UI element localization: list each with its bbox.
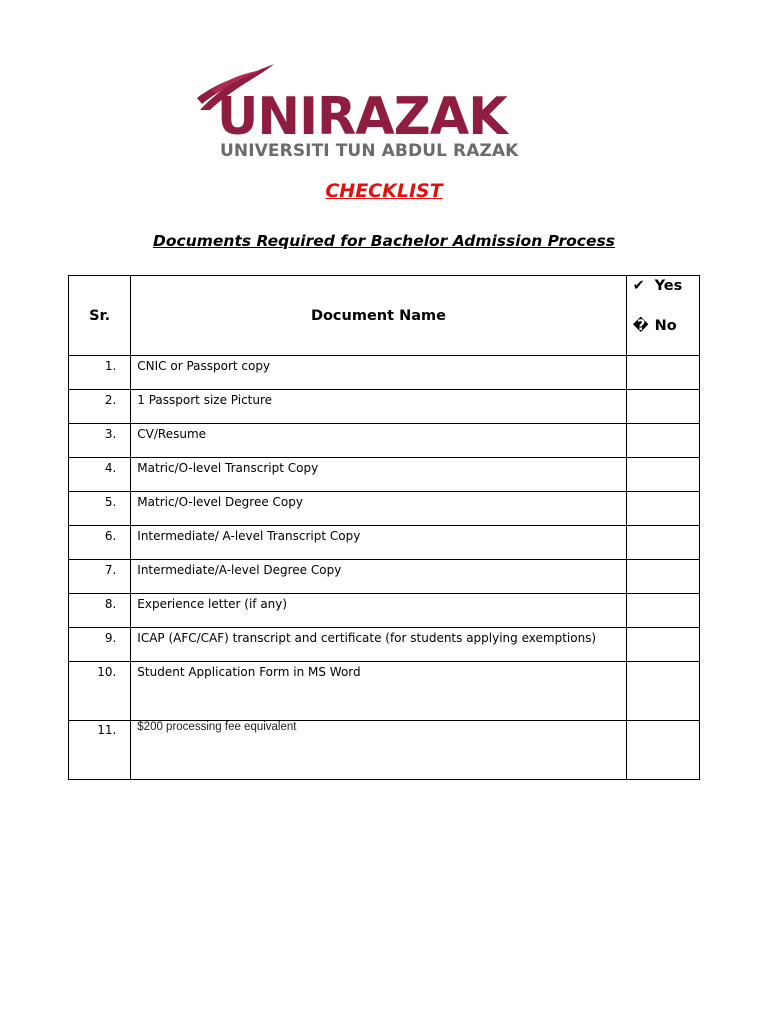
no-label: No	[654, 318, 677, 334]
unirazak-logo	[190, 60, 590, 164]
document-name: Intermediate/ A-level Transcript Copy	[131, 526, 626, 560]
table-row	[69, 356, 700, 390]
header-sr: Sr.	[69, 276, 131, 356]
row-number: 2.	[69, 390, 131, 424]
table-header-row	[69, 276, 700, 356]
document-name: CV/Resume	[131, 424, 626, 458]
row-number: 4.	[69, 458, 131, 492]
table-row	[69, 424, 700, 458]
document-name: Matric/O-level Degree Copy	[131, 492, 626, 526]
check-cell[interactable]	[626, 560, 699, 594]
check-cell[interactable]	[626, 424, 699, 458]
row-number: 6.	[69, 526, 131, 560]
document-name: Experience letter (if any)	[131, 594, 626, 628]
row-number: 10.	[69, 662, 131, 721]
yes-label: Yes	[654, 278, 683, 294]
check-cell[interactable]	[626, 662, 699, 721]
row-number: 7.	[69, 560, 131, 594]
check-cell[interactable]	[626, 721, 699, 780]
document-name: Intermediate/A-level Degree Copy	[131, 560, 626, 594]
table-row	[69, 526, 700, 560]
row-number: 8.	[69, 594, 131, 628]
row-number: 9.	[69, 628, 131, 662]
yes-option	[633, 278, 683, 294]
checklist-table	[68, 275, 700, 780]
header-document-name: Document Name	[131, 276, 626, 356]
page-subtitle: Documents Required for Bachelor Admission Process	[153, 232, 615, 250]
row-number: 1.	[69, 356, 131, 390]
check-cell[interactable]	[626, 526, 699, 560]
logo-wordmark: UNIRAZAK	[217, 87, 507, 147]
check-cell[interactable]	[626, 458, 699, 492]
page-title: CHECKLIST	[325, 180, 443, 202]
table-row	[69, 458, 700, 492]
check-cell[interactable]	[626, 492, 699, 526]
check-cell[interactable]	[626, 390, 699, 424]
table-row	[69, 560, 700, 594]
table-row	[69, 662, 700, 721]
table-row	[69, 594, 700, 628]
header-yes-no	[626, 276, 699, 356]
table-row	[69, 492, 700, 526]
check-cell[interactable]	[626, 628, 699, 662]
logo-subtitle: UNIVERSITI TUN ABDUL RAZAK	[220, 141, 519, 161]
document-name: 1 Passport size Picture	[131, 390, 626, 424]
missing-glyph-icon: �	[632, 318, 649, 334]
row-number: 5.	[69, 492, 131, 526]
document-name: ICAP (AFC/CAF) transcript and certificate (for students applying exemptions)	[131, 628, 626, 662]
check-mark-icon: ✔	[632, 278, 645, 294]
table-row	[69, 390, 700, 424]
check-cell[interactable]	[626, 594, 699, 628]
document-name: Student Application Form in MS Word	[131, 662, 626, 721]
row-number: 11.	[69, 721, 131, 780]
table-row	[69, 721, 700, 780]
no-option	[633, 318, 677, 334]
document-name: $200 processing fee equivalent	[131, 721, 626, 780]
check-cell[interactable]	[626, 356, 699, 390]
table-row	[69, 628, 700, 662]
document-name: CNIC or Passport copy	[131, 356, 626, 390]
document-name: Matric/O-level Transcript Copy	[131, 458, 626, 492]
row-number: 3.	[69, 424, 131, 458]
